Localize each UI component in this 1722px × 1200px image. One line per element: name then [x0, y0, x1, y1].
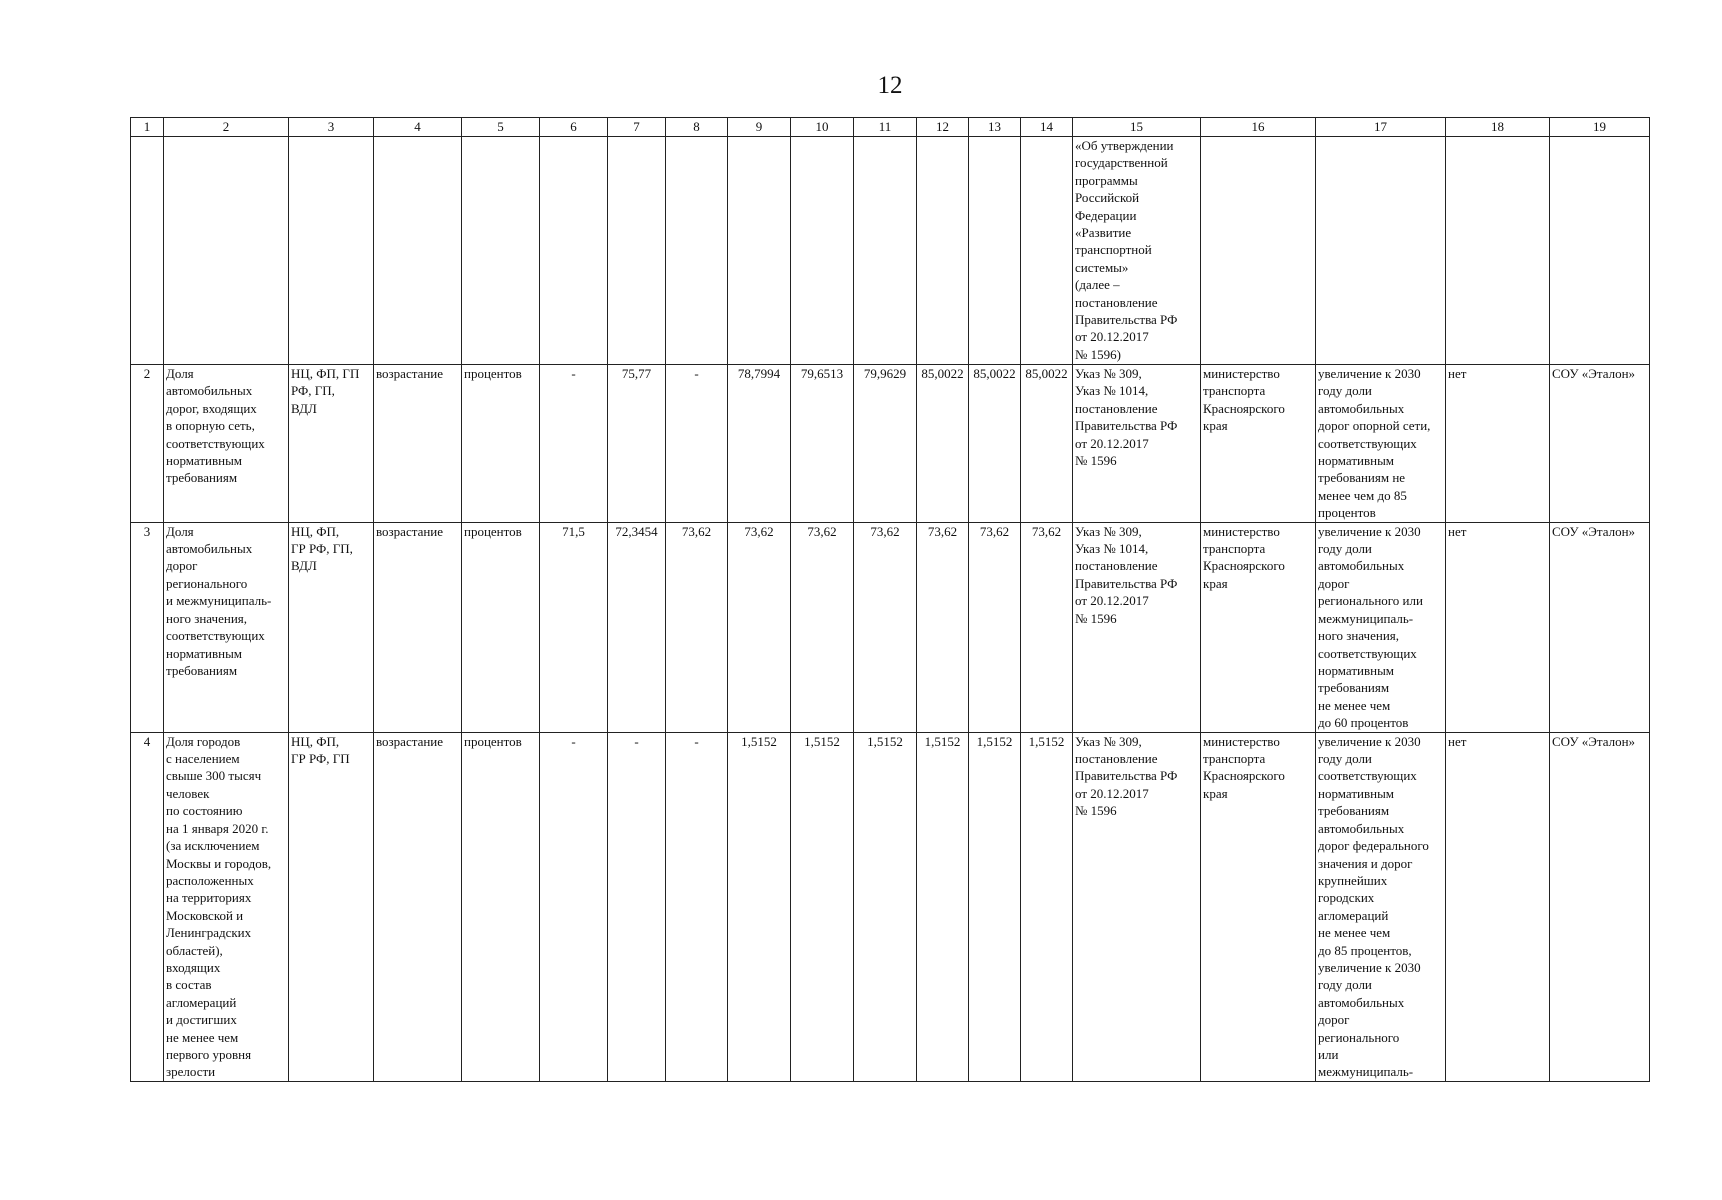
table-cell — [540, 137, 608, 365]
table-cell: «Об утверждении государственной программы Российской Федерации «Развитие транспортной системы» (далее – постановление Правительства РФ от 20.12.2017 № 1596) — [1073, 137, 1201, 365]
table-cell: 1,5152 — [791, 732, 854, 1081]
column-header: 6 — [540, 118, 608, 137]
table-row — [131, 365, 1650, 523]
table-row-continuation — [131, 137, 1650, 365]
table-cell: - — [540, 365, 608, 523]
table-cell: Доля городов с населением свыше 300 тысяч человек по состоянию на 1 января 2020 г. (за исключением Москвы и городов, расположенных на территориях Московской и Ленинградских областей), входящих в состав агломераций и достигших не менее чем первого уровня зрелости — [164, 732, 289, 1081]
column-header: 13 — [969, 118, 1021, 137]
table-cell: 73,62 — [854, 522, 917, 732]
table-row — [131, 522, 1650, 732]
table-cell: 1,5152 — [854, 732, 917, 1081]
table-cell: - — [608, 732, 666, 1081]
table-cell: НЦ, ФП, ГП РФ, ГП, ВДЛ — [289, 365, 374, 523]
column-header: 18 — [1446, 118, 1550, 137]
table-cell: НЦ, ФП, ГР РФ, ГП — [289, 732, 374, 1081]
column-header: 11 — [854, 118, 917, 137]
table-cell: 71,5 — [540, 522, 608, 732]
table-cell: 4 — [131, 732, 164, 1081]
indicators-table — [130, 117, 1650, 1082]
column-header: 1 — [131, 118, 164, 137]
table-cell: увеличение к 2030 году доли соответствующих нормативным требованиям автомобильных дорог федерального значения и дорог крупнейших городских агломераций не менее чем до 85 процентов, увеличение к 2030 году доли автомобильных дорог регионального или межмуниципаль- — [1316, 732, 1446, 1081]
column-header: 19 — [1550, 118, 1650, 137]
table-cell: министерство транспорта Красноярского края — [1201, 732, 1316, 1081]
column-header: 17 — [1316, 118, 1446, 137]
table-cell: Доля автомобильных дорог, входящих в опорную сеть, соответствующих нормативным требованиям — [164, 365, 289, 523]
column-header: 5 — [462, 118, 540, 137]
column-header: 12 — [917, 118, 969, 137]
table-cell: СОУ «Эталон» — [1550, 522, 1650, 732]
column-header: 15 — [1073, 118, 1201, 137]
table-cell: 73,62 — [917, 522, 969, 732]
table-cell: - — [666, 732, 728, 1081]
table-cell — [1021, 137, 1073, 365]
table-cell: 73,62 — [969, 522, 1021, 732]
table-cell: процентов — [462, 732, 540, 1081]
table-cell: 79,6513 — [791, 365, 854, 523]
table-row — [131, 732, 1650, 1081]
table-cell: 85,0022 — [969, 365, 1021, 523]
column-header: 10 — [791, 118, 854, 137]
table-cell: 1,5152 — [1021, 732, 1073, 1081]
table-cell — [374, 137, 462, 365]
table-cell: 73,62 — [666, 522, 728, 732]
table-cell: 85,0022 — [1021, 365, 1073, 523]
table-cell — [969, 137, 1021, 365]
table-cell: 2 — [131, 365, 164, 523]
table-cell — [131, 137, 164, 365]
column-header: 14 — [1021, 118, 1073, 137]
table-cell: Указ № 309, постановление Правительства РФ от 20.12.2017 № 1596 — [1073, 732, 1201, 1081]
table-cell — [1316, 137, 1446, 365]
table-cell: Доля автомобильных дорог регионального и межмуниципаль- ного значения, соответствующих нормативным требованиям — [164, 522, 289, 732]
table-cell: нет — [1446, 732, 1550, 1081]
table-cell — [1201, 137, 1316, 365]
column-header: 7 — [608, 118, 666, 137]
table-cell: нет — [1446, 365, 1550, 523]
table-cell — [164, 137, 289, 365]
table-cell: возрастание — [374, 365, 462, 523]
table-cell — [791, 137, 854, 365]
table-cell: возрастание — [374, 732, 462, 1081]
table-cell: увеличение к 2030 году доли автомобильных дорог регионального или межмуниципаль- ного значения, соответствующих нормативным требованиям не менее чем до 60 процентов — [1316, 522, 1446, 732]
table-cell: увеличение к 2030 году доли автомобильных дорог опорной сети, соответствующих нормативным требованиям не менее чем до 85 процентов — [1316, 365, 1446, 523]
table-cell: - — [540, 732, 608, 1081]
table-cell: министерство транспорта Красноярского края — [1201, 365, 1316, 523]
table-cell: 85,0022 — [917, 365, 969, 523]
column-header: 2 — [164, 118, 289, 137]
table-cell — [462, 137, 540, 365]
page-number: 12 — [877, 72, 903, 99]
table-cell — [728, 137, 791, 365]
header-row — [131, 118, 1650, 137]
table-cell — [666, 137, 728, 365]
table-cell: - — [666, 365, 728, 523]
table-cell: министерство транспорта Красноярского края — [1201, 522, 1316, 732]
table-cell: 73,62 — [1021, 522, 1073, 732]
column-header: 4 — [374, 118, 462, 137]
table-cell: 72,3454 — [608, 522, 666, 732]
table-cell: 1,5152 — [728, 732, 791, 1081]
table-cell: возрастание — [374, 522, 462, 732]
table-cell — [1550, 137, 1650, 365]
table-cell: СОУ «Эталон» — [1550, 732, 1650, 1081]
table-cell: нет — [1446, 522, 1550, 732]
table-cell — [1446, 137, 1550, 365]
table-cell: процентов — [462, 365, 540, 523]
table-cell — [917, 137, 969, 365]
table-cell: НЦ, ФП, ГР РФ, ГП, ВДЛ — [289, 522, 374, 732]
table-cell: 1,5152 — [969, 732, 1021, 1081]
table-cell — [289, 137, 374, 365]
column-header: 9 — [728, 118, 791, 137]
table-cell: 3 — [131, 522, 164, 732]
table-cell: 75,77 — [608, 365, 666, 523]
table-cell: 73,62 — [791, 522, 854, 732]
table-cell: 79,9629 — [854, 365, 917, 523]
column-header: 3 — [289, 118, 374, 137]
table-cell — [854, 137, 917, 365]
table-cell — [608, 137, 666, 365]
table-cell: 1,5152 — [917, 732, 969, 1081]
column-header: 16 — [1201, 118, 1316, 137]
table-cell: 78,7994 — [728, 365, 791, 523]
indicators-table-wrapper — [130, 117, 1650, 1082]
column-header: 8 — [666, 118, 728, 137]
table-cell: 73,62 — [728, 522, 791, 732]
table-cell: процентов — [462, 522, 540, 732]
table-cell: Указ № 309, Указ № 1014, постановление Правительства РФ от 20.12.2017 № 1596 — [1073, 522, 1201, 732]
table-cell: СОУ «Эталон» — [1550, 365, 1650, 523]
table-cell: Указ № 309, Указ № 1014, постановление Правительства РФ от 20.12.2017 № 1596 — [1073, 365, 1201, 523]
